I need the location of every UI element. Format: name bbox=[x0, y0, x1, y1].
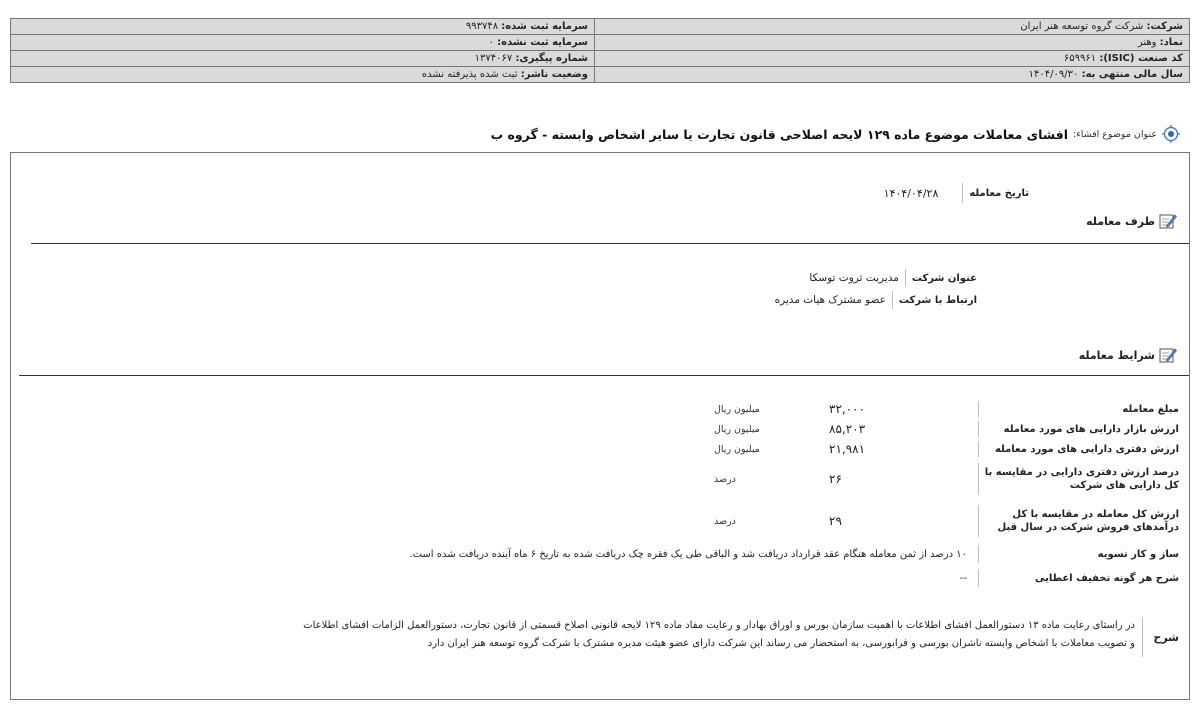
company-info-table bbox=[10, 18, 1190, 83]
term-unit: میلیون ریال bbox=[714, 403, 760, 415]
fiscal-year-label: سال مالی منتهی به: bbox=[1081, 69, 1183, 80]
transaction-date-value: ۱۴۰۴/۰۴/۲۸ bbox=[883, 186, 939, 200]
relation-row bbox=[775, 291, 977, 309]
subject-line bbox=[20, 124, 1180, 144]
terms-row bbox=[379, 399, 1179, 419]
registered-capital-cell bbox=[11, 19, 595, 35]
unregistered-capital-value: ۰ bbox=[488, 37, 494, 48]
party-section-divider bbox=[31, 243, 1189, 244]
company-cell bbox=[595, 19, 1190, 35]
term-label: درصد ارزش دفتری دارایی در مقایسه با کل دارایی های شرکت bbox=[984, 467, 1179, 491]
terms-row bbox=[379, 503, 1179, 539]
settlement-label: ساز و کار تسویه bbox=[1097, 548, 1179, 560]
description-line: در راستای رعایت ماده ۱۳ دستورالعمل افشای اطلاعات با اهمیت سازمان بورس و اوراق بهادار و رعایت مفاد ماده ۱۲۹ لایحه قانونی اصلاح قسمتی از قانون تجارت، دستورالعمل الزامات افشای اطلاعات bbox=[303, 620, 1135, 631]
settlement-row bbox=[19, 543, 1179, 565]
tracking-number-label: شماره پیگیری: bbox=[515, 53, 588, 64]
company-value: شرکت گروه توسعه هنر ایران bbox=[1020, 21, 1144, 32]
subject-title: افشای معاملات موضوع ماده ۱۲۹ لایحه اصلاحی قانون تجارت یا سایر اشخاص وابسته - گروه ب bbox=[490, 126, 1069, 142]
isic-label: کد صنعت (ISIC): bbox=[1099, 53, 1183, 64]
term-unit: میلیون ریال bbox=[714, 423, 760, 435]
registered-capital-label: سرمایه ثبت شده: bbox=[501, 21, 588, 32]
terms-section-divider bbox=[19, 375, 1189, 376]
company-title-value: مدیریت ثروت توسکا bbox=[809, 272, 899, 284]
discount-row bbox=[379, 567, 1179, 589]
term-value: ۲۱,۹۸۱ bbox=[829, 442, 866, 456]
unregistered-capital-cell bbox=[11, 35, 595, 51]
transaction-date-row bbox=[884, 183, 1029, 203]
description-row bbox=[29, 613, 1179, 661]
publisher-status-label: وضعیت ناشر: bbox=[520, 69, 588, 80]
term-value: ۲۹ bbox=[829, 514, 842, 528]
terms-section-header bbox=[1079, 347, 1177, 363]
party-section-title: طرف معامله bbox=[1086, 214, 1155, 228]
edit-icon bbox=[1159, 213, 1177, 229]
company-label: شرکت: bbox=[1146, 21, 1183, 32]
discount-label: شرح هر گونه تخفیف اعطایی bbox=[1034, 572, 1179, 584]
publisher-status-value: ثبت شده پذیرفته نشده bbox=[421, 69, 518, 80]
terms-row bbox=[379, 461, 1179, 497]
unregistered-capital-label: سرمایه ثبت نشده: bbox=[497, 37, 588, 48]
term-unit: درصد bbox=[714, 473, 736, 485]
term-value: ۸۵,۲۰۳ bbox=[829, 422, 866, 436]
description-text bbox=[35, 617, 1135, 653]
term-value: ۲۶ bbox=[829, 472, 842, 486]
relation-value: عضو مشترک هیات مدیره bbox=[774, 294, 886, 306]
term-unit: درصد bbox=[714, 515, 736, 527]
registered-capital-value: ۹۹۳۷۴۸ bbox=[465, 21, 499, 32]
publisher-status-cell bbox=[11, 67, 595, 83]
transaction-date-label: تاریخ معامله bbox=[969, 187, 1029, 199]
discount-value: -- bbox=[959, 572, 967, 584]
terms-row bbox=[379, 419, 1179, 439]
disclosure-panel bbox=[10, 152, 1190, 700]
tracking-number-value: ۱۳۷۴۰۶۷ bbox=[474, 53, 513, 64]
isic-value: ۶۵۹۹۶۱ bbox=[1063, 53, 1097, 64]
symbol-cell bbox=[595, 35, 1190, 51]
description-line: و تصویب معاملات با اشخاص وابسته ناشران بورسی و فرابورسی، به استحضار می رساند این شرکت دارای عضو هیئت مدیره مشترک با شرکت گروه توسعه هنر ایران دارد bbox=[427, 638, 1135, 649]
party-section-header bbox=[1086, 213, 1177, 229]
target-icon bbox=[1162, 125, 1180, 143]
fiscal-year-value: ۱۴۰۴/۰۹/۳۰ bbox=[1028, 69, 1079, 80]
company-title-label: عنوان شرکت bbox=[911, 272, 977, 284]
term-value: ۳۲,۰۰۰ bbox=[829, 402, 866, 416]
term-label: مبلغ معامله bbox=[1122, 403, 1179, 415]
term-unit: میلیون ریال bbox=[714, 443, 760, 455]
terms-row bbox=[379, 439, 1179, 459]
terms-section-title: شرایط معامله bbox=[1078, 348, 1155, 362]
term-label: ارزش بازار دارایی های مورد معامله bbox=[1003, 423, 1179, 435]
relation-label: ارتباط با شرکت bbox=[898, 294, 977, 306]
symbol-value: وهنر bbox=[1137, 37, 1157, 48]
term-label: ارزش دفتری دارایی های مورد معامله bbox=[994, 443, 1179, 455]
edit-icon bbox=[1159, 347, 1177, 363]
description-label: شرح bbox=[1153, 630, 1179, 644]
fiscal-year-cell bbox=[595, 67, 1190, 83]
isic-cell bbox=[595, 51, 1190, 67]
settlement-value: ۱۰ درصد از ثمن معامله هنگام عقد قرارداد دریافت شد و الباقی طی یک فقره چک دریافت شده به تاریخ ۶ ماه آینده دریافت شده است. bbox=[409, 548, 967, 560]
subject-label: عنوان موضوع افشاء: bbox=[1073, 128, 1157, 140]
company-title-row bbox=[809, 269, 977, 287]
symbol-label: نماد: bbox=[1159, 37, 1183, 48]
tracking-number-cell bbox=[11, 51, 595, 67]
term-label: ارزش کل معامله در مقایسه با کل درآمدهای فروش شرکت در سال قبل bbox=[997, 509, 1179, 533]
